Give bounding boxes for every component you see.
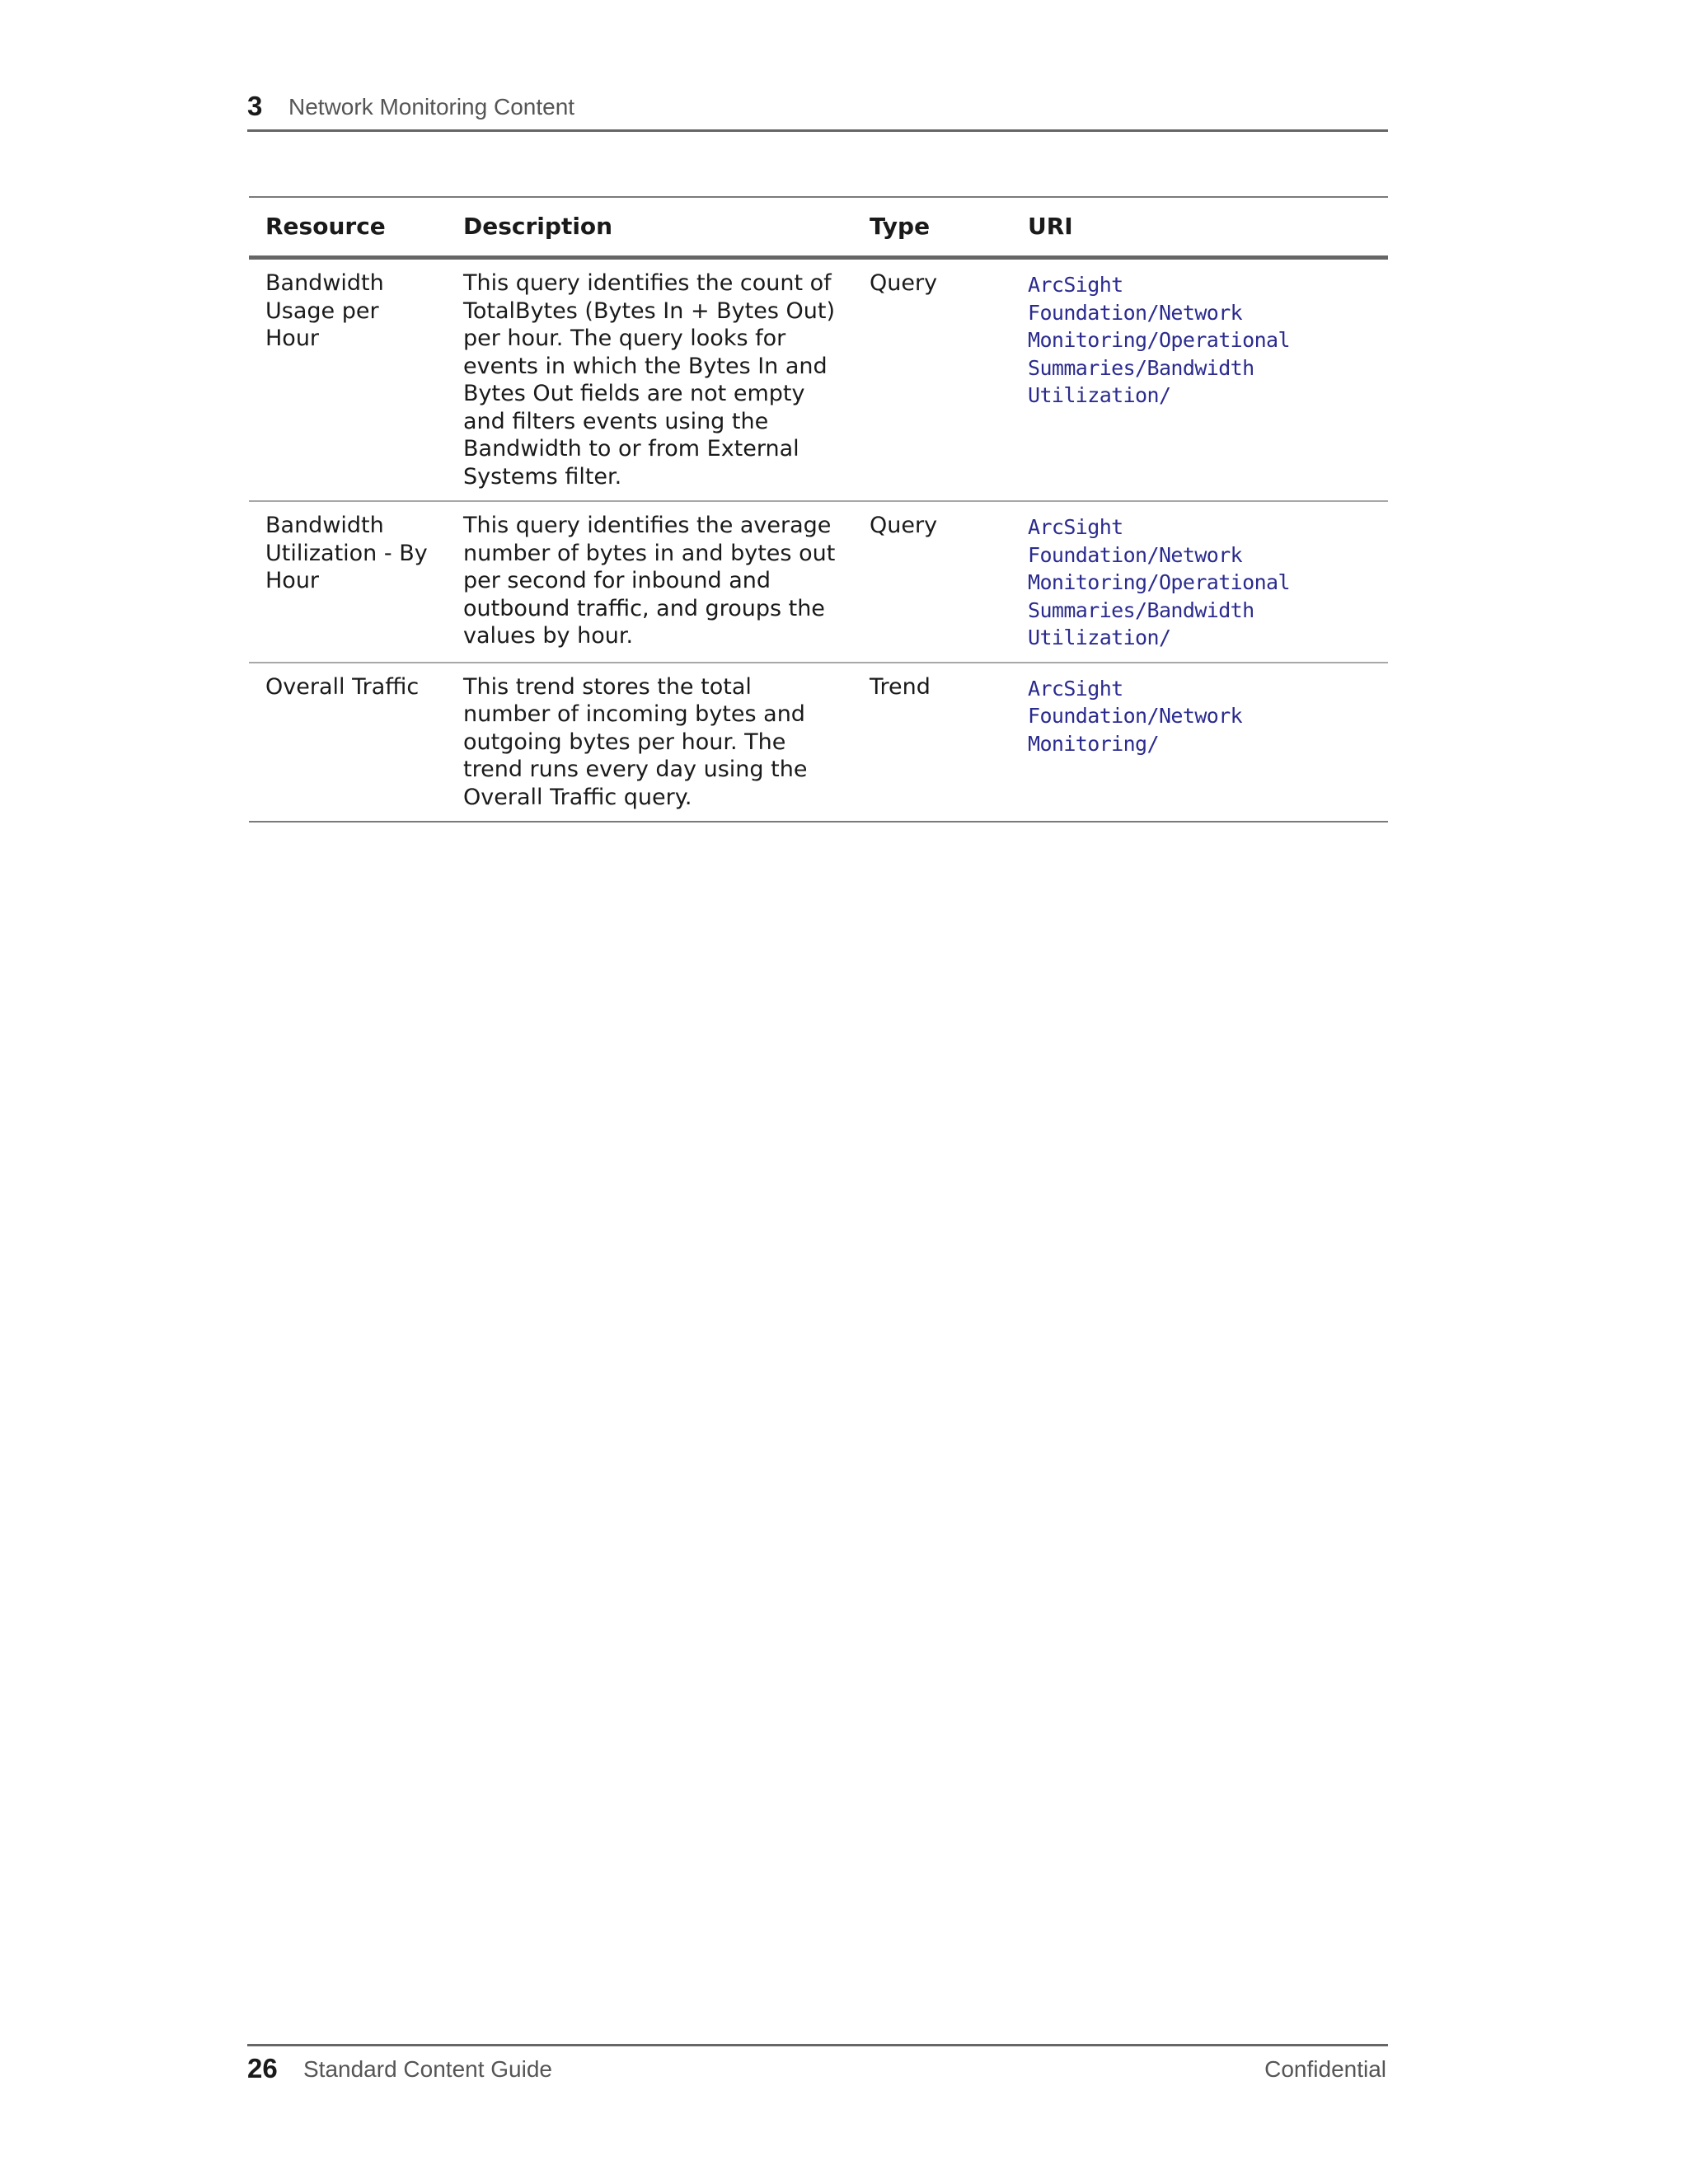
column-header-type: Type (853, 197, 1011, 258)
column-header-resource: Resource (249, 197, 447, 258)
description-cell: This trend stores the total number of incoming bytes and outgoing bytes per hour. The trend runs every day using the Overall Traffic query. (447, 663, 853, 823)
uri-line: ArcSight (1028, 676, 1123, 701)
type-cell: Trend (853, 663, 1011, 823)
resource-table-container (249, 196, 1388, 823)
resource-cell: Bandwidth Usage per Hour (249, 258, 447, 502)
description-cell: This query identifies the count of TotalBytes (Bytes In + Bytes Out) per hour. The query looks for events in which the Bytes In and Bytes Out fields are not empty and filters events using the Bandwidth to or from External Systems filter. (447, 258, 853, 502)
uri-line: Monitoring/Operational (1028, 328, 1290, 352)
uri-cell (1011, 663, 1388, 823)
uri-line: Summaries/Bandwidth (1028, 598, 1254, 622)
uri-line: ArcSight (1028, 515, 1123, 539)
page-number: 26 (247, 2053, 278, 2083)
resource-cell: Overall Traffic (249, 663, 447, 823)
confidentiality-label: Confidential (1264, 2056, 1386, 2082)
column-header-description: Description (447, 197, 853, 258)
chapter-number: 3 (247, 91, 263, 121)
table-header-row (249, 197, 1388, 258)
uri-cell (1011, 501, 1388, 663)
page-header (247, 89, 1388, 132)
type-cell: Query (853, 501, 1011, 663)
type-cell: Query (853, 258, 1011, 502)
uri-line: Foundation/Network (1028, 300, 1243, 325)
page-footer (247, 2044, 1388, 2093)
uri-line: Foundation/Network (1028, 542, 1243, 567)
column-header-uri: URI (1011, 197, 1388, 258)
resource-cell: Bandwidth Utilization - By Hour (249, 501, 447, 663)
uri-line: Monitoring/ (1028, 731, 1159, 756)
uri-line: ArcSight (1028, 273, 1123, 297)
chapter-title: Network Monitoring Content (288, 94, 575, 120)
resource-table (249, 196, 1388, 823)
table-row (249, 258, 1388, 502)
uri-line: Foundation/Network (1028, 704, 1243, 728)
uri-line: Utilization/ (1028, 383, 1171, 407)
uri-line: Summaries/Bandwidth (1028, 355, 1254, 380)
description-cell: This query identifies the average number of bytes in and bytes out per second for inbound and outbound traffic, and groups the values by hour. (447, 501, 853, 663)
table-row (249, 501, 1388, 663)
guide-title: Standard Content Guide (303, 2056, 552, 2082)
uri-line: Utilization/ (1028, 626, 1171, 649)
uri-cell (1011, 258, 1388, 502)
uri-line: Monitoring/Operational (1028, 570, 1290, 594)
table-row (249, 663, 1388, 823)
